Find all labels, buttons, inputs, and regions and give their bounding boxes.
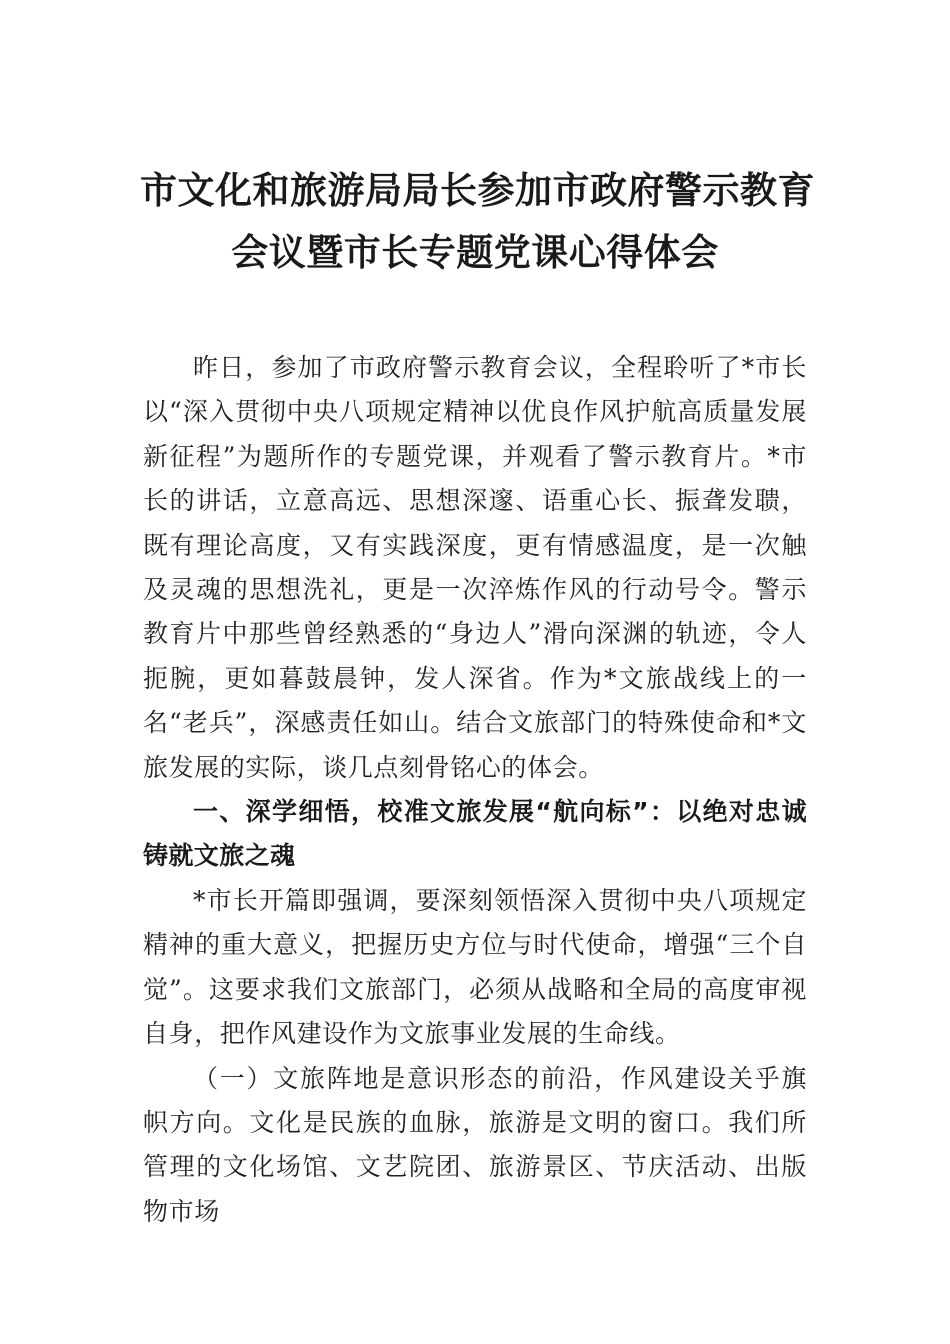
document-body	[143, 346, 807, 1234]
subsection-1-lead: （一）文旅阵地是意识形态的前沿，作风建设关乎旗帜方向。	[143, 1063, 807, 1137]
document-title	[140, 160, 815, 284]
subsection-1-paragraph	[143, 1057, 807, 1235]
subsection-1-text: 文化是民族的血脉，旅游是文明的窗口。我们所管理的文化场馆、文艺院团、旅游景区、节庆活动、出版物市场	[143, 1107, 807, 1226]
title-line-2: 会议暨市长专题党课心得体会	[231, 231, 719, 274]
section-1-paragraph: *市长开篇即强调，要深刻领悟深入贯彻中央八项规定精神的重大意义，把握历史方位与时代使命，增强“三个自觉”。这要求我们文旅部门，必须从战略和全局的高度审视自身，把作风建设作为文旅事业发展的生命线。	[143, 885, 807, 1049]
intro-paragraph: 昨日，参加了市政府警示教育会议，全程聆听了*市长以“深入贯彻中央八项规定精神以优良作风护航高质量发展新征程”为题所作的专题党课，并观看了警示教育片。*市长的讲话，立意高远、思想深邃、语重心长、振聋发聩，既有理论高度，又有实践深度，更有情感温度，是一次触及灵魂的思想洗礼，更是一次淬炼作风的行动号令。警示教育片中那些曾经熟悉的“身边人”滑向深渊的轨迹，令人扼腕，更如暮鼓晨钟，发人深省。作为*文旅战线上的一名“老兵”，深感责任如山。结合文旅部门的特殊使命和*文旅发展的实际，谈几点刻骨铭心的体会。	[143, 353, 807, 782]
title-line-1: 市文化和旅游局局长参加市政府警示教育	[140, 169, 815, 212]
section-heading-1: 一、深学细悟，校准文旅发展“航向标”：以绝对忠诚铸就文旅之魂	[143, 797, 807, 871]
